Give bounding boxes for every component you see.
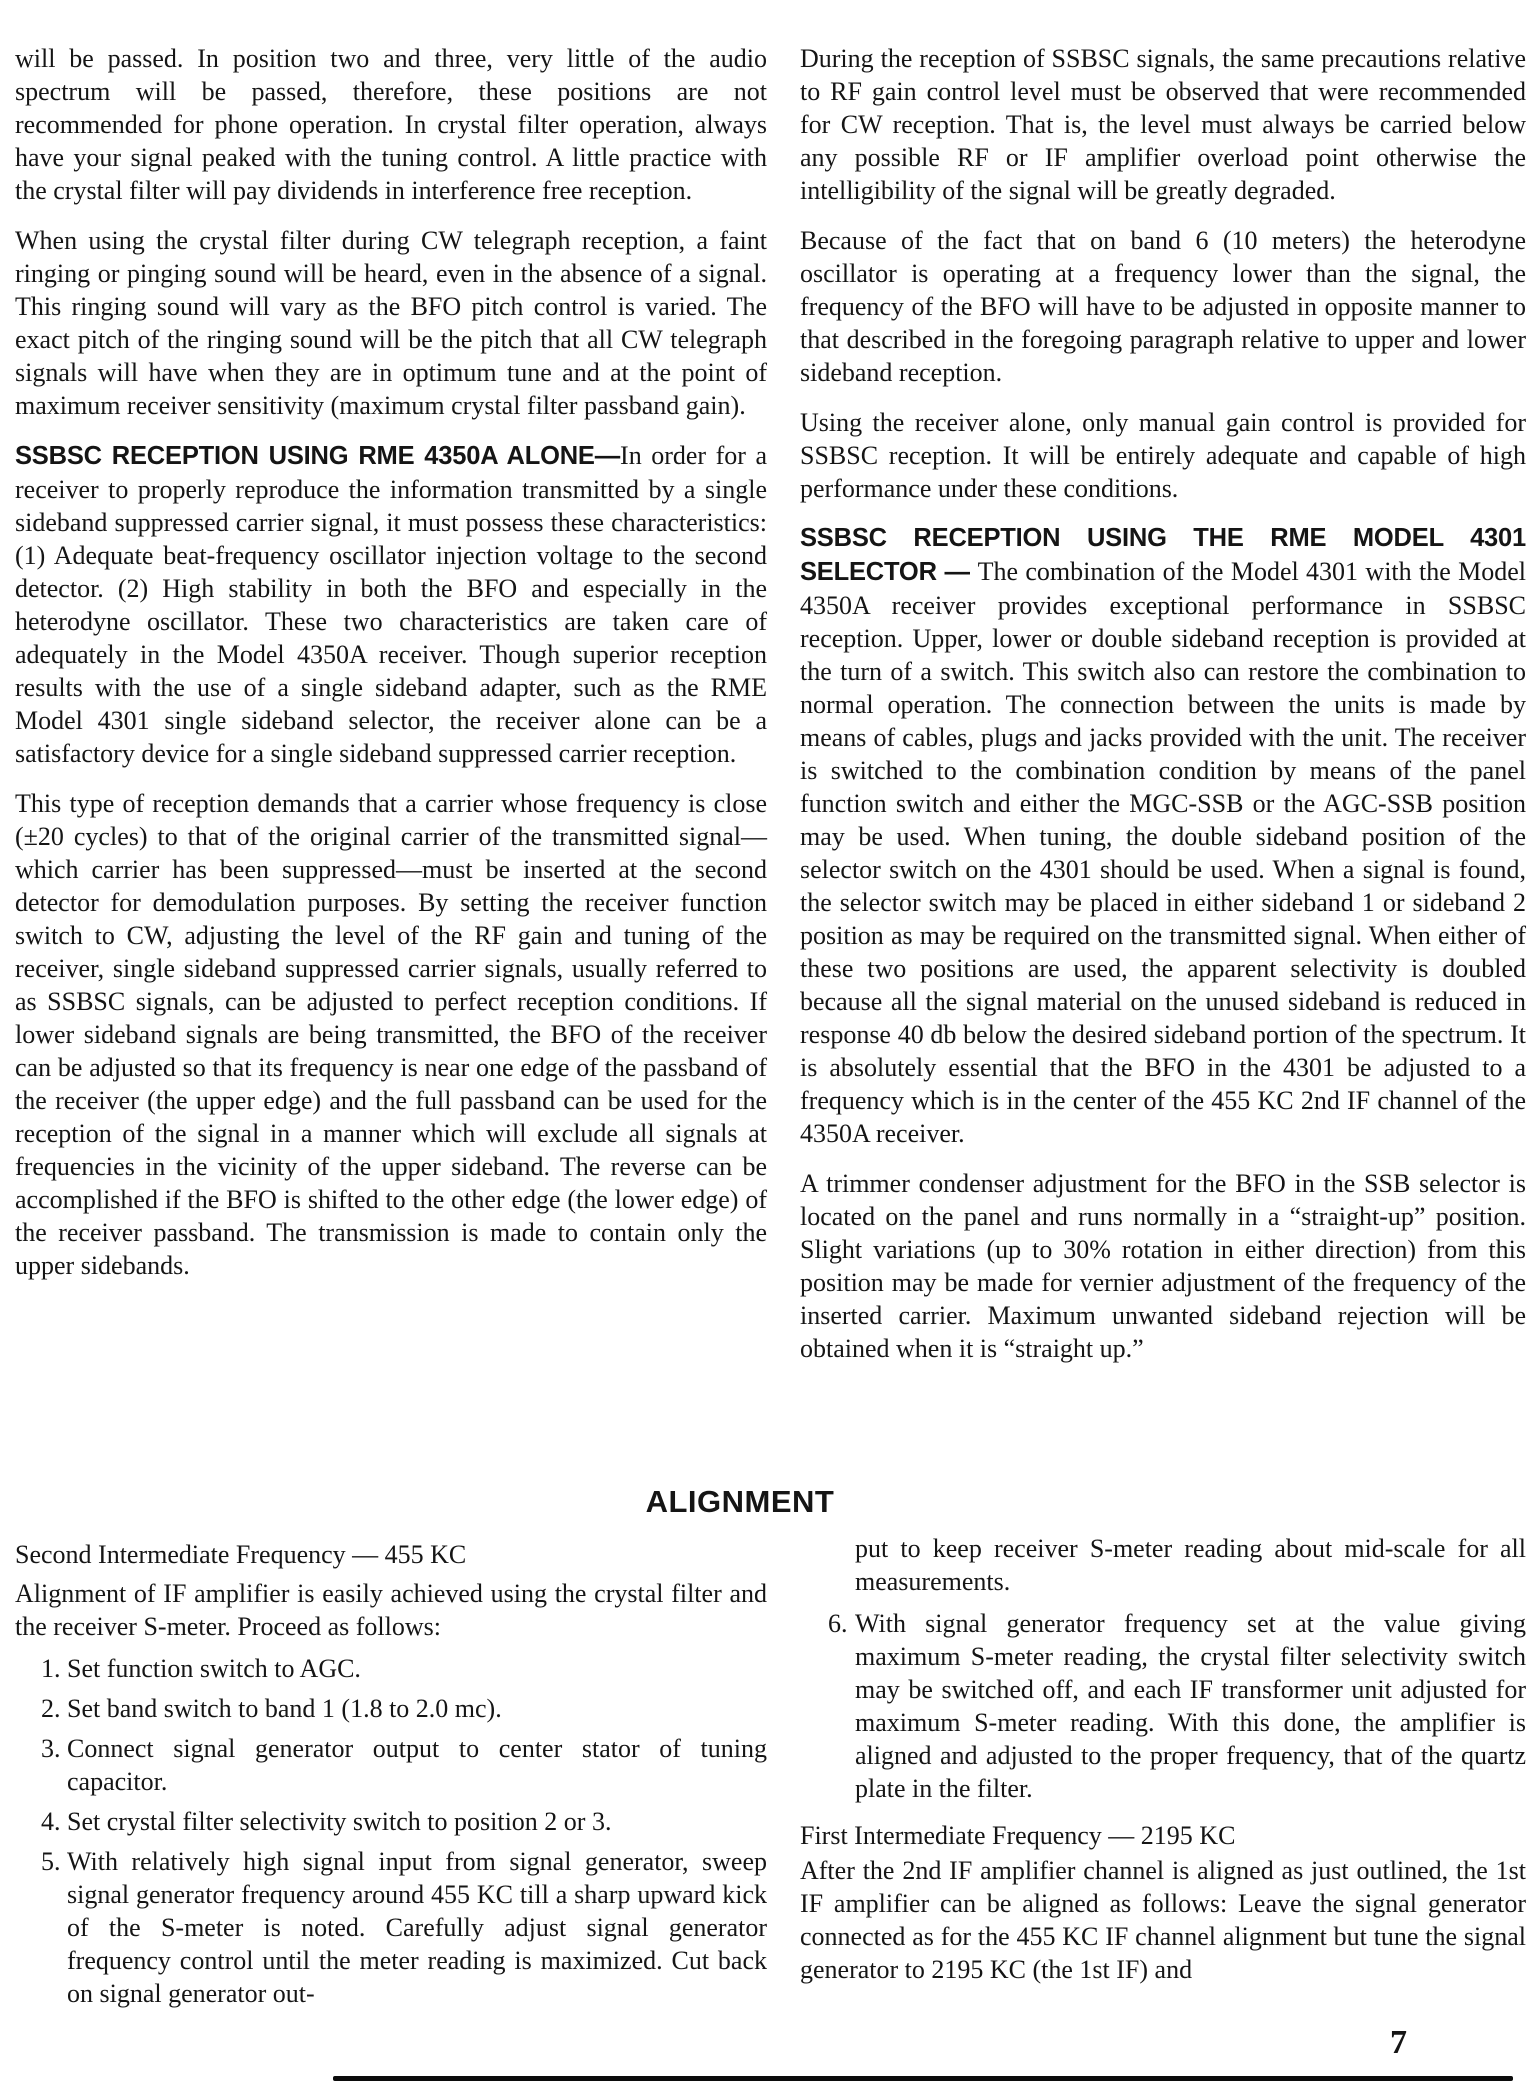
list-item xyxy=(15,1845,767,2010)
alignment-left-column xyxy=(15,1538,767,2017)
list-item-number: 1. xyxy=(41,1654,61,1683)
scan-artifact-line xyxy=(333,2076,1513,2081)
paragraph-text: In order for a receiver to properly reproduce the information transmitted by a single sideband suppressed carrier signal, it must possess these characteristics: (1) Adequate beat-frequency oscillator injection voltage to the second detector. (2) High stability in both the BFO and especially in the heterodyne oscillator. These two characteristics are taken care of adequately in the Model 4350A receiver. Though superior reception results with the use of a single sideband adapter, such as the RME Model 4301 single sideband selector, the receiver alone can be a satisfactory device for a single sideband suppressed carrier reception. xyxy=(15,441,767,768)
list-item-number: 5. xyxy=(41,1847,61,1876)
paragraph: When using the crystal filter during CW telegraph reception, a faint ringing or pinging sound will be heard, even in the absence of a signal. This ringing sound will vary as the BFO pitch control is varied. The exact pitch of the ringing sound will be the pitch that all CW telegraph signals will have when they are in optimum tune and at the point of maximum receiver sensitivity (maximum crystal filter passband gain). xyxy=(15,226,767,420)
alignment-right-column xyxy=(800,1532,1526,1986)
alignment-intro: Alignment of IF amplifier is easily achieved using the crystal filter and the receiver S-meter. Proceed as follows: xyxy=(15,1579,767,1641)
section-heading-ssbsc-4301-line1: SSBSC RECEPTION USING THE RME MODEL 4301 xyxy=(800,524,1526,552)
list-item-number: 4. xyxy=(41,1807,61,1836)
paragraph-with-heading xyxy=(800,522,1526,1150)
alignment-steps-list xyxy=(15,1652,767,2010)
paragraph-text: The combination of the Model 4301 with the Model 4350A receiver provides exceptional performance in SSBSC reception. Upper, lower or double sideband reception is provided at the turn of a switch. This switch also can restore the combination to normal operation. The connection between the units is made by means of cables, plugs and jacks provided with the unit. The receiver is switched to the combination condition by means of the panel function switch and either the MGC-SSB or the AGC-SSB position may be used. When tuning, the double sideband position of the selector switch on the 4301 should be used. When a signal is found, the selector switch may be placed in either sideband 1 or sideband 2 position as may be required on the transmitted signal. When either of these two positions are used, the apparent selectivity is doubled because all the signal material on the unused sideband is reduced in response 40 db below the desired sideband portion of the spectrum. It is absolutely essential that the BFO in the 4301 be adjusted to a frequency which is in the center of the 455 KC 2nd IF channel of the 4350A receiver. xyxy=(800,557,1526,1148)
paragraph: During the reception of SSBSC signals, the same precautions relative to RF gain control level must be observed that were recommended for CW reception. That is, the level must always be carried below any possible RF or IF amplifier overload point otherwise the intelligibility of the signal will be greatly degraded. xyxy=(800,44,1526,205)
paragraph: will be passed. In position two and three, very little of the audio spectrum will be passed, therefore, these positions are not recommended for phone operation. In crystal filter operation, always have your signal peaked with the tuning control. A little practice with the crystal filter will pay dividends in interference free reception. xyxy=(15,44,767,205)
paragraph: Using the receiver alone, only manual gain control is provided for SSBSC reception. It will be entirely adequate and capable of high performance under these conditions. xyxy=(800,408,1526,503)
top-left-column xyxy=(15,42,767,1365)
list-item xyxy=(15,1732,767,1798)
top-right-column xyxy=(800,42,1526,1365)
list-item-text: With signal generator frequency set at the value giving maximum S-meter reading, the crystal filter selectivity switch may be switched off, and each IF transformer unit adjusted for maximum S-meter reading. With this done, the amplifier is aligned and adjusted to the proper frequency, that of the quartz plate in the filter. xyxy=(855,1609,1526,1803)
list-item xyxy=(15,1692,767,1725)
list-item-number: 6. xyxy=(828,1609,848,1638)
page-number: 7 xyxy=(1390,2024,1407,2061)
list-item-5-continuation: put to keep receiver S-meter reading about mid-scale for all measurements. xyxy=(855,1534,1526,1596)
list-item-text: Set band switch to band 1 (1.8 to 2.0 mc). xyxy=(67,1694,502,1723)
section-heading-ssbsc-alone: SSBSC RECEPTION USING RME 4350A ALONE— xyxy=(15,442,621,470)
paragraph-with-heading xyxy=(15,439,767,770)
paragraph: Because of the fact that on band 6 (10 meters) the heterodyne oscillator is operating at a frequency lower than the signal, the frequency of the BFO will have to be adjusted in opposite manner to that described in the foregoing paragraph relative to upper and lower sideband reception. xyxy=(800,226,1526,387)
list-item xyxy=(15,1805,767,1838)
list-item xyxy=(800,1607,1526,1805)
list-item-text: Set crystal filter selectivity switch to position 2 or 3. xyxy=(67,1807,612,1836)
alignment-section-heading: ALIGNMENT xyxy=(645,1484,835,1519)
subheading-first-if: First Intermediate Frequency — 2195 KC xyxy=(800,1821,1236,1850)
paragraph: A trimmer condenser adjustment for the BFO in the SSB selector is located on the panel and runs normally in a “straight-up” position. Slight variations (up to 30% rotation in either direction) from this position may be made for vernier adjustment of the frequency of the inserted carrier. Maximum unwanted sideband rejection will be obtained when it is “straight up.” xyxy=(800,1169,1526,1363)
list-item-number: 3. xyxy=(41,1734,61,1763)
section-heading-ssbsc-4301-line2: SELECTOR — xyxy=(800,558,978,586)
list-item-number: 2. xyxy=(41,1694,61,1723)
list-item-text: Set function switch to AGC. xyxy=(67,1654,361,1683)
list-item xyxy=(15,1652,767,1685)
list-item-text: Connect signal generator output to center stator of tuning capacitor. xyxy=(67,1734,767,1796)
paragraph: After the 2nd IF amplifier channel is aligned as just outlined, the 1st IF amplifier can be aligned as follows: Leave the signal generator connected as for the 455 KC IF channel alignment but tune the signal generator to 2195 KC (the 1st IF) and xyxy=(800,1856,1526,1984)
list-item-text: With relatively high signal input from signal generator, sweep signal generator frequency around 455 KC till a sharp upward kick of the S-meter is noted. Carefully adjust signal generator frequency control until the meter reading is maximized. Cut back on signal generator out- xyxy=(67,1847,767,2008)
subheading-second-if: Second Intermediate Frequency — 455 KC xyxy=(15,1540,467,1569)
paragraph: This type of reception demands that a carrier whose frequency is close (±20 cycles) to that of the original carrier of the transmitted signal—which carrier has been suppressed—must be inserted at the second detector for demodulation purposes. By setting the receiver function switch to CW, adjusting the level of the RF gain and tuning of the receiver, single sideband suppressed carrier signals, usually referred to as SSBSC signals, can be adjusted to perfect reception conditions. If lower sideband signals are being transmitted, the BFO of the receiver can be adjusted so that its frequency is near one edge of the passband of the receiver (the upper edge) and the full passband can be used for the reception of the signal in a manner which will exclude all signals at frequencies in the vicinity of the upper sideband. The reverse can be accomplished if the BFO is shifted to the other edge (the lower edge) of the receiver passband. The transmission is made to contain only the upper sidebands. xyxy=(15,789,767,1280)
top-two-column-section xyxy=(15,42,1526,1365)
